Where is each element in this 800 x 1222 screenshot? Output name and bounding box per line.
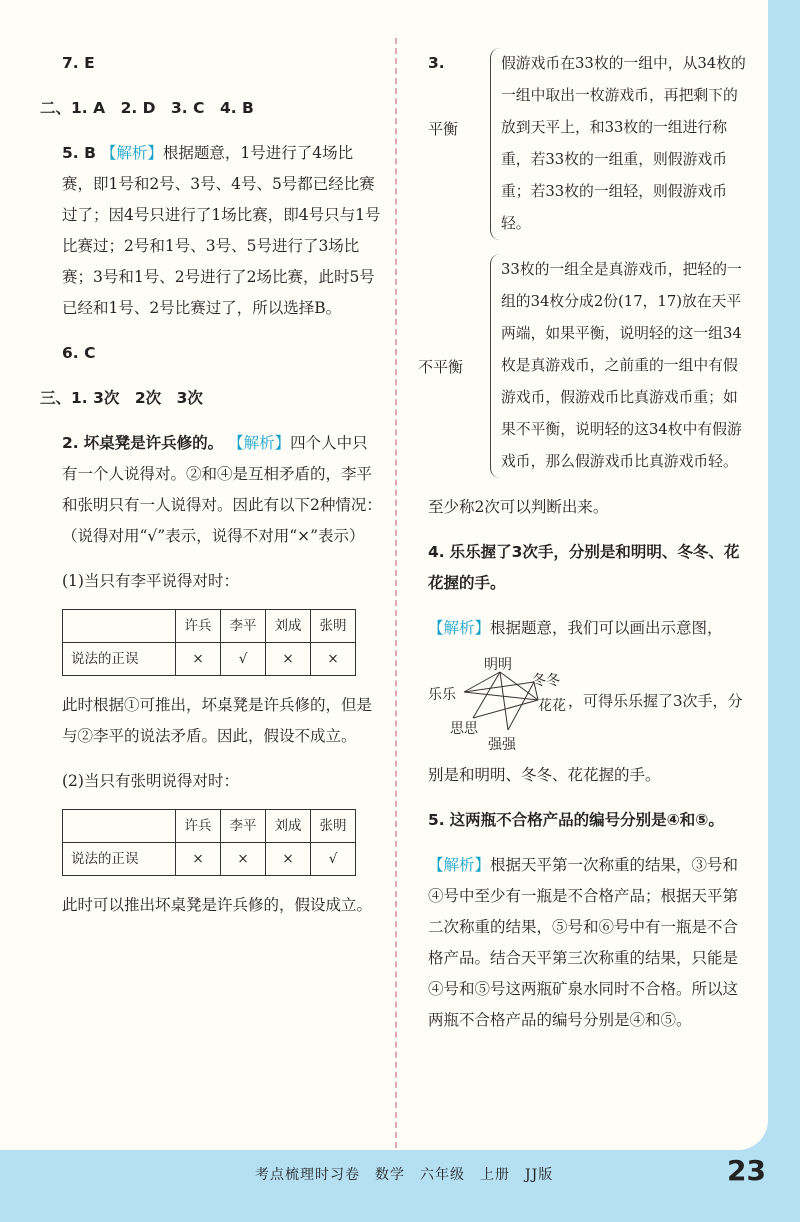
- table-row: [63, 843, 356, 876]
- table-header: [63, 810, 176, 843]
- table-cell: ×: [176, 643, 221, 676]
- table-header: 李平: [221, 610, 266, 643]
- answer-3-num: 3.: [428, 54, 445, 72]
- label-sisi: 思思: [450, 721, 478, 737]
- edge-lele-dongdong: [464, 682, 534, 692]
- table-header: 许兵: [176, 610, 221, 643]
- answer-5-analysis: [428, 850, 748, 1036]
- table-header: 许兵: [176, 810, 221, 843]
- table-header: [63, 610, 176, 643]
- answer-4-text-1: 根据题意，我们可以画出示意图，: [490, 619, 723, 637]
- balance-text: 假游戏币在33枚的一组中，从34枚的一组中取出一枚游戏币，再把剩下的放到天平上，和33枚的一组进行称重，若33枚的一组重，则假游戏币重；若33枚的一组轻，则假游戏币轻。: [490, 48, 748, 240]
- table-cell: ×: [266, 843, 311, 876]
- table-cell: √: [311, 843, 356, 876]
- label-qiangqiang: 强强: [488, 737, 516, 753]
- table-cell: ×: [221, 843, 266, 876]
- answer-4-block: [428, 537, 748, 599]
- column-divider: [395, 38, 397, 1148]
- table-header: 李平: [221, 810, 266, 843]
- table-header-row: [63, 810, 356, 843]
- table-cell: ×: [266, 643, 311, 676]
- answer-2-text: 四个人中只有一个人说得对。②和④是互相矛盾的，李平和张明只有一人说得对。因此有以下2种情况：（说得对用“√”表示，说得不对用“×”表示）: [62, 434, 382, 545]
- page-number: 23: [727, 1154, 766, 1187]
- analysis-tag: 【解析】: [428, 619, 491, 637]
- answer-5-answer: 这两瓶不合格产品的编号分别是④和⑤。: [449, 811, 724, 829]
- analysis-tag: 【解析】: [428, 856, 491, 874]
- answer-6: 6. C: [62, 344, 96, 362]
- table-header-row: [63, 610, 356, 643]
- answer-5-num: 5. B: [62, 144, 96, 162]
- table-header: 张明: [311, 810, 356, 843]
- truth-table-2: [62, 809, 356, 876]
- unbalance-text: 33枚的一组全是真游戏币，把轻的一组的34枚分成2份(17，17)放在天平两端，如果平衡，说明轻的这一组34枚是真游戏币，之前重的一组中有假游戏币，假游戏币比真游戏币重；如果不平衡，说明轻的这34枚中有假游戏币，那么假游戏币比真游戏币轻。: [490, 254, 748, 478]
- answer-5-block: [428, 805, 748, 836]
- right-column: [418, 48, 748, 1036]
- case-1-text: 此时根据①可推出，坏桌凳是许兵修的，但是与②李平的说法矛盾。因此，假设不成立。: [62, 696, 373, 745]
- balance-label: 平衡: [428, 120, 459, 138]
- left-column: [40, 48, 382, 921]
- answer-3-conclusion: 至少称2次可以判断出来。: [428, 498, 609, 516]
- answer-4-answer: 乐乐握了3次手，分别是和明明、冬冬、花花握的手。: [428, 543, 740, 592]
- table-cell: ×: [176, 843, 221, 876]
- answer-5-text: 根据题意，1号进行了4场比赛，即1号和2号、3号、4号、5号都已经比赛过了；因4号只进行了1场比赛，即4号只与1号比赛过；2号和1号、3号、5号进行了3场比赛；3号和1号、2号进行了2场比赛，此时5号已经和1号、2号比赛过了，所以选择B。: [62, 144, 381, 317]
- table-row: [63, 643, 356, 676]
- case-1-title: (1)当只有李平说得对时：: [62, 572, 239, 590]
- answer-5-text: 根据天平第一次称重的结果，③号和④号中至少有一瓶是不合格产品；根据天平第二次称重的结果，⑤号和⑥号中有一瓶是不合格产品。结合天平第三次称重的结果，只能是④号和⑤号这两瓶矿泉水同时不合格。所以这两瓶不合格产品的编号分别是④和⑤。: [428, 856, 739, 1029]
- table-cell: √: [221, 643, 266, 676]
- section-2-answers: 二、1. A 2. D 3. C 4. B: [40, 99, 254, 117]
- answer-5-num: 5.: [428, 811, 445, 829]
- table-cell: ×: [311, 643, 356, 676]
- answer-2-num: 2.: [62, 434, 79, 452]
- table-header: 张明: [311, 610, 356, 643]
- table-header: 刘成: [266, 810, 311, 843]
- table-header: 刘成: [266, 610, 311, 643]
- case-2-text: 此时可以推出坏桌凳是许兵修的，假设成立。: [62, 896, 373, 914]
- footer-title: 考点梳理时习卷 数学 六年级 上册 JJ版: [255, 1167, 554, 1183]
- label-huahua: 花花: [538, 698, 566, 714]
- answer-7: 7. E: [62, 54, 95, 72]
- unbalance-case: [418, 254, 748, 478]
- label-lele: 乐乐: [428, 687, 456, 703]
- handshake-diagram: [428, 650, 748, 760]
- answer-4-text-2: ，可得乐乐握了3次手，分: [568, 692, 743, 710]
- analysis-tag: 【解析】: [100, 144, 163, 162]
- edge-dongdong-qiangqiang: [508, 682, 534, 730]
- table-cell: 说法的正误: [63, 643, 176, 676]
- unbalance-label: 不平衡: [418, 358, 464, 376]
- truth-table-1: [62, 609, 356, 676]
- answer-4-analysis: [428, 613, 748, 644]
- table-cell: 说法的正误: [63, 843, 176, 876]
- balance-case: [428, 48, 748, 240]
- answer-4-text-3: 别是和明明、冬冬、花花握的手。: [428, 766, 661, 784]
- answer-4-num: 4.: [428, 543, 445, 561]
- label-dongdong: 冬冬: [532, 673, 560, 689]
- section-3-answer-1: 三、1. 3次 2次 3次: [40, 389, 203, 407]
- label-mingming: 明明: [484, 657, 512, 673]
- answer-2-answer: 坏桌凳是许兵修的。: [83, 434, 224, 452]
- analysis-tag: 【解析】: [228, 434, 291, 452]
- case-2-title: (2)当只有张明说得对时：: [62, 772, 239, 790]
- answer-5-block: [40, 138, 382, 324]
- answer-2-block: [40, 428, 382, 552]
